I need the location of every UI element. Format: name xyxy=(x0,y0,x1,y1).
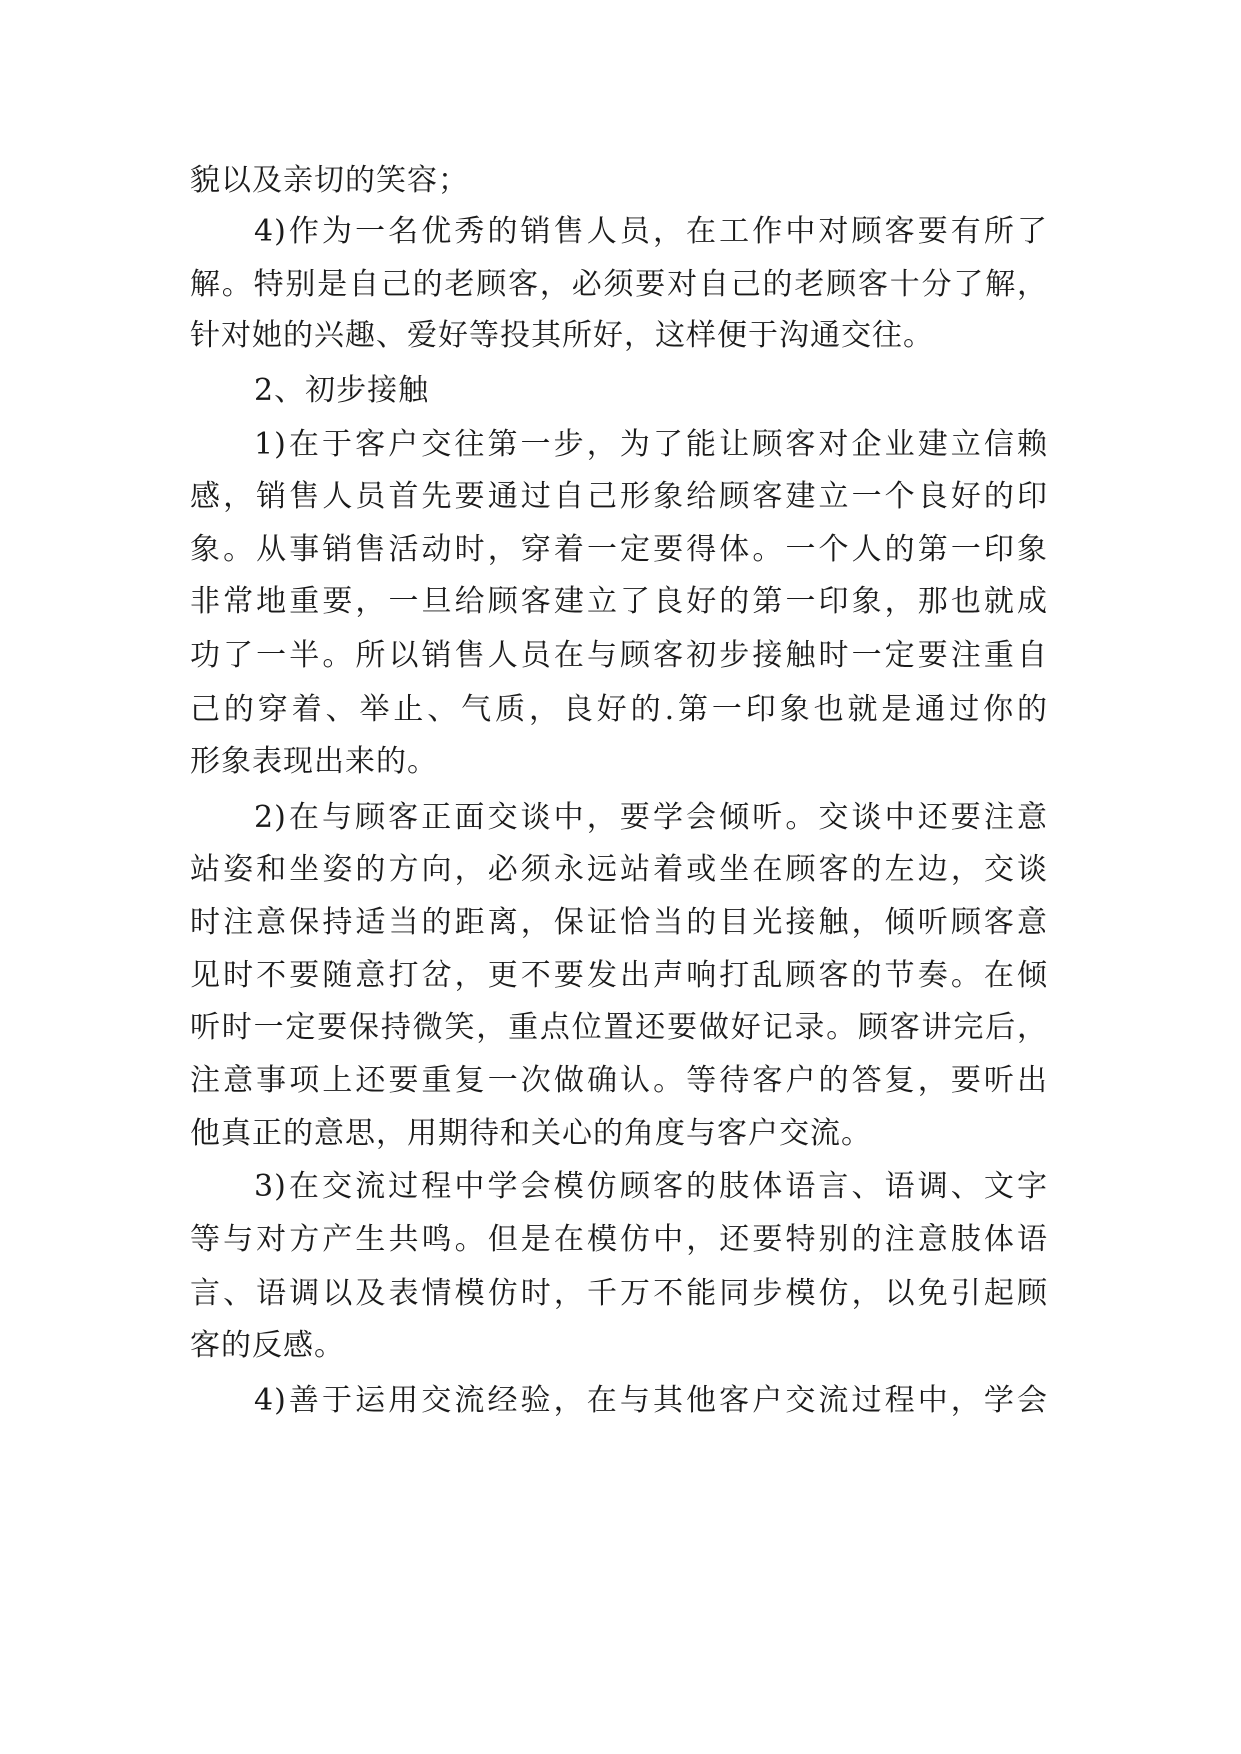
text-line: 言、语调以及表情模仿时，千万不能同步模仿，以免引起顾 xyxy=(190,1276,1048,1311)
text-line: 形象表现出来的。 xyxy=(190,744,438,779)
text-line: 解。特别是自己的老顾客，必须要对自己的老顾客十分了解， xyxy=(190,267,1048,302)
text-line: 见时不要随意打岔，更不要发出声响打乱顾客的节奏。在倾 xyxy=(190,958,1048,993)
text-line: 功了一半。所以销售人员在与顾客初步接触时一定要注重自 xyxy=(190,638,1048,673)
text-line: 己的穿着、举止、气质，良好的.第一印象也就是通过你的 xyxy=(190,692,1048,727)
text-line: 听时一定要保持微笑，重点位置还要做好记录。顾客讲完后， xyxy=(190,1010,1048,1045)
text-line: 注意事项上还要重复一次做确认。等待客户的答复，要听出 xyxy=(190,1063,1048,1098)
text-line: 客的反感。 xyxy=(190,1328,345,1363)
text-line: 针对她的兴趣、爱好等投其所好，这样便于沟通交往。 xyxy=(190,318,934,353)
text-line: 貌以及亲切的笑容； xyxy=(190,163,469,198)
text-line: 非常地重要，一旦给顾客建立了良好的第一印象，那也就成 xyxy=(190,584,1048,619)
paragraph-first-line: 2)在与顾客正面交谈中，要学会倾听。交谈中还要注意 xyxy=(254,800,1048,835)
paragraph-first-line: 4)善于运用交流经验，在与其他客户交流过程中，学会 xyxy=(254,1383,1048,1418)
paragraph-first-line: 3)在交流过程中学会模仿顾客的肢体语言、语调、文字 xyxy=(254,1169,1048,1204)
text-line: 他真正的意思，用期待和关心的角度与客户交流。 xyxy=(190,1116,872,1151)
text-line: 感，销售人员首先要通过自己形象给顾客建立一个良好的印 xyxy=(190,479,1048,514)
text-line: 等与对方产生共鸣。但是在模仿中，还要特别的注意肢体语 xyxy=(190,1222,1048,1257)
paragraph-first-line: 4)作为一名优秀的销售人员，在工作中对顾客要有所了 xyxy=(254,214,1048,249)
text-line: 时注意保持适当的距离，保证恰当的目光接触，倾听顾客意 xyxy=(190,905,1048,940)
text-line: 象。从事销售活动时，穿着一定要得体。一个人的第一印象 xyxy=(190,532,1048,567)
text-line: 站姿和坐姿的方向，必须永远站着或坐在顾客的左边，交谈 xyxy=(190,852,1048,887)
section-heading: 2、初步接触 xyxy=(254,373,430,408)
paragraph-first-line: 1)在于客户交往第一步，为了能让顾客对企业建立信赖 xyxy=(254,427,1048,462)
